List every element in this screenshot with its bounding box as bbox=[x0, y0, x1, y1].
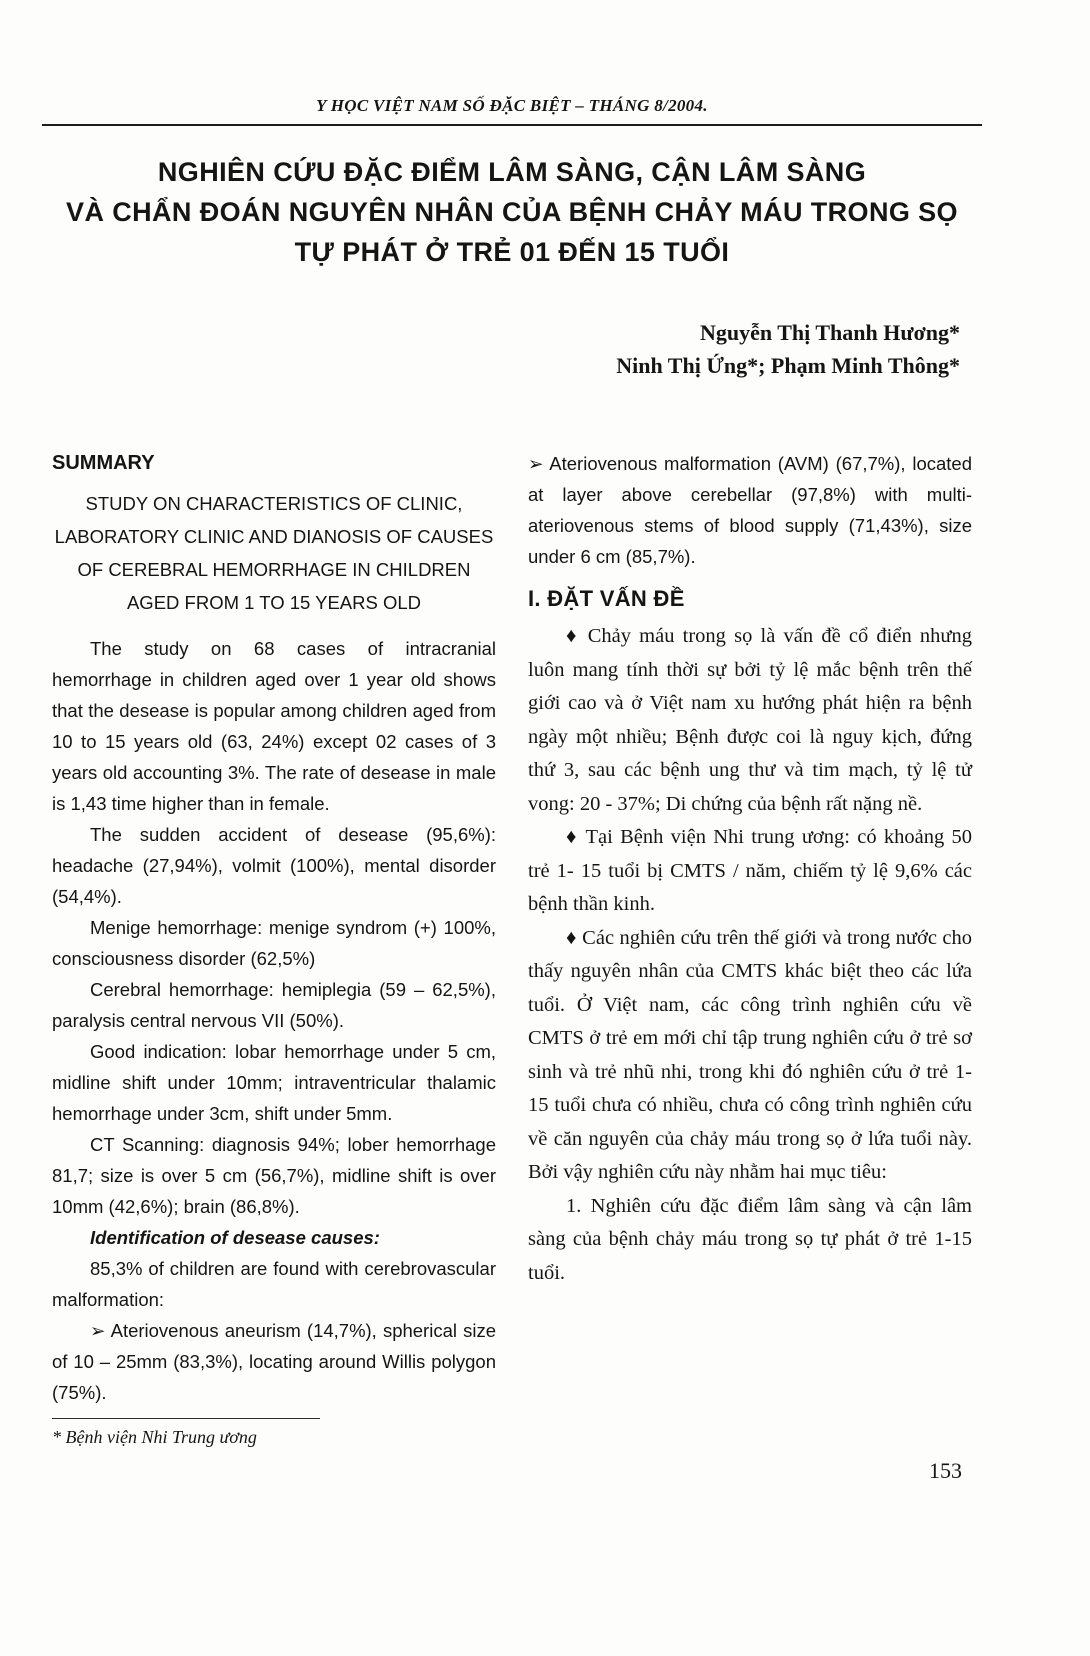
summary-paragraph: CT Scanning: diagnosis 94%; lober hemorrhage 81,7; size is over 5 cm (56,7%), midline shift is over 10mm (42,6%); brain (86,8%). bbox=[52, 1134, 496, 1217]
summary-paragraph: The sudden accident of desease (95,6%): headache (27,94%), volmit (100%), mental disorder (54,4%). bbox=[52, 824, 496, 907]
summary-paragraph: Cerebral hemorrhage: hemiplegia (59 – 62,5%), paralysis central nervous VII (50%). bbox=[52, 979, 496, 1031]
journal-header: Y HỌC VIỆT NAM SỐ ĐẶC BIỆT – THÁNG 8/2004. bbox=[316, 96, 708, 115]
article-title bbox=[52, 152, 972, 272]
author-block bbox=[52, 316, 972, 382]
author-line1: Nguyễn Thị Thanh Hương* bbox=[700, 320, 960, 345]
summary-heading: SUMMARY bbox=[52, 452, 155, 474]
summary-paragraph: Good indication: lobar hemorrhage under 5 cm, midline shift under 10mm; intraventricular thalamic hemorrhage under 3cm, shift under 5mm. bbox=[52, 1041, 496, 1124]
footnote-divider bbox=[52, 1418, 320, 1419]
section-heading-dat-van-de: I. ĐẶT VẤN ĐỀ bbox=[528, 586, 685, 611]
objective-paragraph: 1. Nghiên cứu đặc điểm lâm sàng và cận lâm sàng của bệnh chảy máu trong sọ tự phát ở trẻ 1-15 tuổi. bbox=[528, 1194, 972, 1284]
intro-paragraph: ♦ Các nghiên cứu trên thế giới và trong nước cho thấy nguyên nhân của CMTS khác biệt theo các lứa tuổi. Ở Việt nam, các công trình nghiên cứu về CMTS ở trẻ em mới chỉ tập trung nghiên cứu ở trẻ sơ sinh và trẻ nhũ nhi, trong khi đó nghiên cứu ở trẻ 1-15 tuổi chưa có nhiều, chưa có công trình nghiên cứu về căn nguyên của chảy máu trong sọ ở lứa tuổi này. Bởi vậy nghiên cứu này nhằm hai mục tiêu: bbox=[528, 926, 972, 1183]
summary-list-item: ➢ Ateriovenous aneurism (14,7%), spherical size of 10 – 25mm (83,3%), locating around Willis polygon (75%). bbox=[52, 1320, 496, 1403]
footnote-text: * Bệnh viện Nhi Trung ương bbox=[52, 1427, 257, 1447]
summary-paragraph: Menige hemorrhage: menige syndrom (+) 100%, consciousness disorder (62,5%) bbox=[52, 917, 496, 969]
left-column bbox=[52, 448, 496, 1408]
right-column bbox=[528, 448, 972, 1408]
summary-paragraph: The study on 68 cases of intracranial hemorrhage in children aged over 1 year old shows that the desease is popular among children aged from 10 to 15 years old (63, 24%) except 02 cases of 3 years old accounting 3%. The rate of desease in male is 1,43 time higher than in female. bbox=[52, 638, 496, 814]
article-title-line1: NGHIÊN CỨU ĐẶC ĐIỂM LÂM SÀNG, CẬN LÂM SÀNG bbox=[157, 157, 867, 187]
author-line2: Ninh Thị Ứng*; Phạm Minh Thông* bbox=[616, 353, 960, 378]
two-column-body bbox=[52, 448, 972, 1408]
summary-subheading: Identification of desease causes: bbox=[90, 1227, 380, 1248]
header-divider bbox=[42, 124, 982, 126]
intro-paragraph: ♦ Chảy máu trong sọ là vấn đề cổ điển nhưng luôn mang tính thời sự bởi tỷ lệ mắc bệnh trên thế giới cao và ở Việt nam xu hướng phát hiện ra bệnh ngày một nhiều; Bệnh được coi là nguy kịch, đứng thứ 3, sau các bệnh ung thư và tim mạch, tỷ lệ tử vong: 20 - 37%; Di chứng của bệnh rất nặng nề. bbox=[528, 625, 972, 815]
summary-title: STUDY ON CHARACTERISTICS OF CLINIC, LABORATORY CLINIC AND DIANOSIS OF CAUSES OF CEREBRAL HEMORRHAGE IN CHILDREN AGED FROM 1 TO 15 YEARS OLD bbox=[54, 493, 494, 613]
summary-paragraph: 85,3% of children are found with cerebrovascular malformation: bbox=[52, 1258, 496, 1310]
page-number: 153 bbox=[929, 1458, 962, 1483]
article-title-line2: VÀ CHẨN ĐOÁN NGUYÊN NHÂN CỦA BỆNH CHẢY MÁU TRONG SỌ bbox=[66, 197, 958, 227]
intro-paragraph: ♦ Tại Bệnh viện Nhi trung ương: có khoảng 50 trẻ 1- 15 tuổi bị CMTS / năm, chiếm tỷ lệ 9,6% các bệnh thần kinh. bbox=[528, 826, 972, 915]
footnote-block bbox=[52, 1418, 320, 1448]
introduction-text bbox=[528, 620, 972, 1290]
article-title-line3: TỰ PHÁT Ở TRẺ 01 ĐẾN 15 TUỔI bbox=[294, 237, 730, 267]
summary-list-item: ➢ Ateriovenous malformation (AVM) (67,7%), located at layer above cerebellar (97,8%) with multi-ateriovenous stems of blood supply (71,43%), size under 6 cm (85,7%). bbox=[528, 453, 972, 567]
